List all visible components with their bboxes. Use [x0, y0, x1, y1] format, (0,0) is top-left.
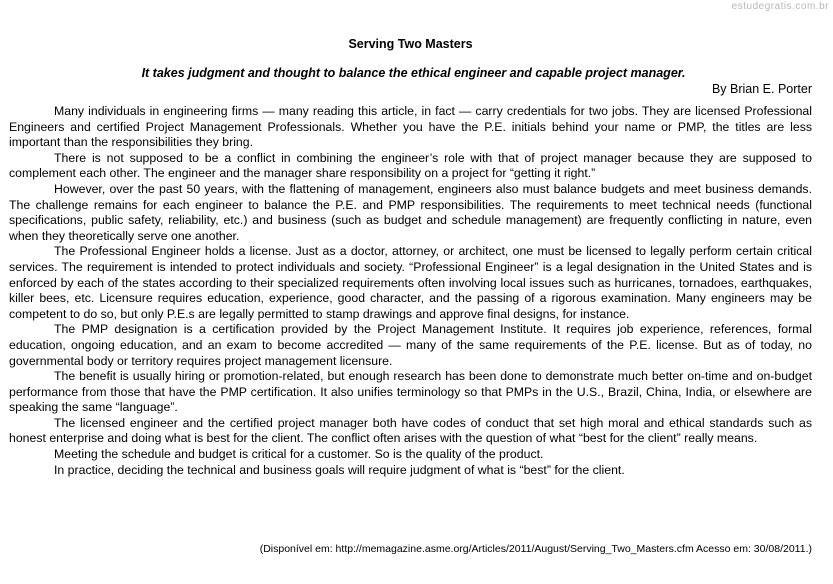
article-paragraph-9: In practice, deciding the technical and business goals will require judgment of what is “best” for the client.: [54, 462, 625, 477]
article-paragraph-6: The benefit is usually hiring or promotion-related, but enough research has been done to demonstrate much better on-time and on-budget performance from those that have the PMP certification. It also unifies terminology so that PMPs in the U.S., Brazil, China, India, or elsewhere are speaking the same “language”.: [9, 369, 812, 415]
article-source-citation: (Disponível em: http://memagazine.asme.org/Articles/2011/August/Serving_Two_Masters.cfm Acesso em: 30/08/2011.): [259, 543, 812, 555]
article-subtitle: It takes judgment and thought to balance the ethical engineer and capable project manager.: [141, 66, 686, 80]
article: [9, 36, 812, 478]
article-byline: By Brian E. Porter: [711, 82, 812, 96]
article-title: Serving Two Masters: [348, 37, 473, 51]
article-paragraph-1: Many individuals in engineering firms — many reading this article, in fact — carry credentials for two jobs. They are licensed Professional Engineers and certified Project Management Professionals. Whether you have the P.E. initials behind your name or PMP, the titles are less important than the responsibilities they bring.: [9, 104, 812, 150]
site-watermark: estudegratis.com.br: [731, 1, 829, 12]
article-paragraph-8: Meeting the schedule and budget is critical for a customer. So is the quality of the product.: [54, 447, 544, 462]
article-paragraph-3: However, over the past 50 years, with the flattening of management, engineers also must balance budgets and meet business demands. The challenge remains for each engineer to balance the P.E. and PMP responsibilities. The requirements to meet technical needs (functional specifications, public safety, reliability, etc.) and business (such as budget and schedule management) are frequently conflicting in nature, even when they theoretically serve one another.: [9, 181, 812, 243]
article-paragraph-4: The Professional Engineer holds a license. Just as a doctor, attorney, or architect, one must be licensed to legally perform certain critical services. The requirement is intended to protect individuals and society. “Professional Engineer” is a legal designation in the United States and is enforced by each of the states according to their specialized requirements often involving local issues such as hurricanes, tornadoes, earthquakes, killer bees, etc. Licensure requires education, experience, good character, and the passing of a rigorous examination. Many engineers may be competent to do so, but only P.E.s are legally permitted to stamp drawings and approve final designs, for instance.: [9, 244, 812, 321]
article-paragraph-5: The PMP designation is a certification provided by the Project Management Institute. It requires job experience, references, formal education, ongoing education, and an exam to become accredited — many of the same requirements of the P.E. license. But as of today, no governmental body or territory requires project management licensure.: [9, 322, 812, 368]
article-paragraph-7: The licensed engineer and the certified project manager both have codes of conduct that set high moral and ethical standards such as honest enterprise and doing what is best for the client. The conflict often arises with the question of what “best for the client” really means.: [9, 415, 812, 446]
article-paragraph-2: There is not supposed to be a conflict in combining the engineer’s role with that of project manager because they are supposed to complement each other. The engineer and the manager share responsibility on a project for “getting it right.”: [9, 150, 812, 181]
article-body: [9, 104, 812, 478]
